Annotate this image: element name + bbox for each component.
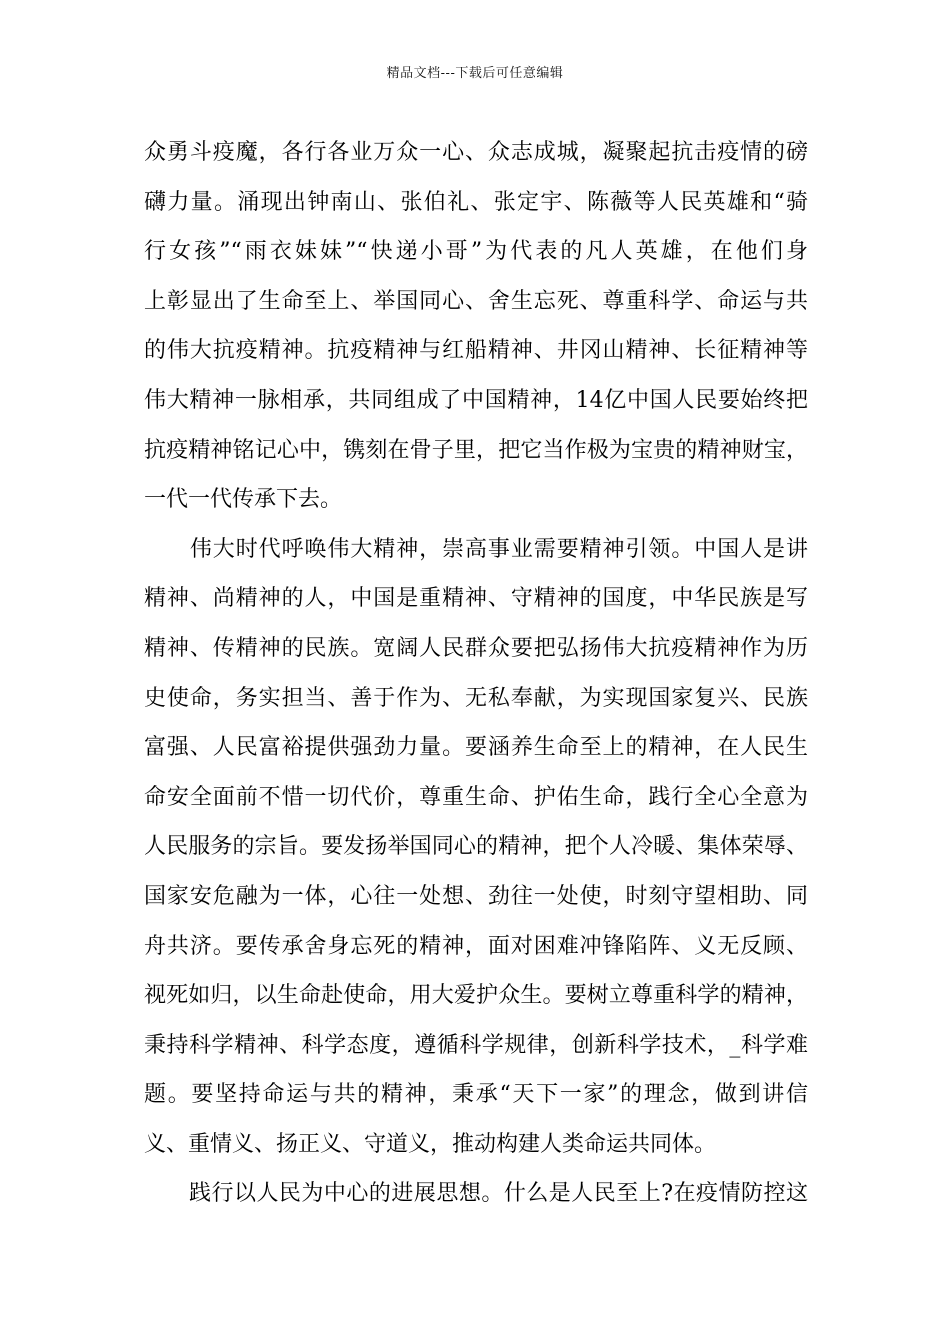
text-line: 的伟大抗疫精神。抗疫精神与红船精神、井冈山精神、长征精神等 <box>144 338 808 364</box>
text-line: 视死如归，以生命赴使命，用大爱护众生。要树立尊重科学的精神， <box>144 983 808 1009</box>
text-line: 一代一代传承下去。 <box>144 487 343 513</box>
document-body <box>144 128 808 1219</box>
text-line: 践行以人民为中心的进展思想。什么是人民至上?在疫情防控这 <box>144 1181 808 1207</box>
text-line: 众勇斗疫魔，各行各业万众一心、众志成城，凝聚起抗击疫情的磅 <box>144 140 808 165</box>
text-line: 命安全面前不惜一切代价，尊重生命、护佑生命，践行全心全意为 <box>144 784 808 810</box>
text-line: 精神、传精神的民族。宽阔人民群众要把弘扬伟大抗疫精神作为历 <box>144 635 808 661</box>
text-line: 题。要坚持命运与共的精神，秉承“天下一家”的理念，做到讲信 <box>144 1082 808 1108</box>
text-line: 伟大时代呼唤伟大精神，崇高事业需要精神引领。中国人是讲 <box>144 536 808 562</box>
text-line: 上彰显出了生命至上、举国同心、舍生忘死、尊重科学、命运与共 <box>144 288 808 314</box>
text-line: 义、重情义、扬正义、守道义，推动构建人类命运共同体。 <box>144 1131 717 1157</box>
text-line: 国家安危融为一体，心往一处想、劲往一处使，时刻守望相助、同 <box>144 883 808 909</box>
text-line: 行女孩”“雨衣妹妹”“快递小哥”为代表的凡人英雄，在他们身 <box>144 239 808 265</box>
page-header: 精品文档---下载后可任意编辑 <box>386 66 564 81</box>
text-line: 伟大精神一脉相承，共同组成了中国精神，14亿中国人民要始终把 <box>144 387 808 413</box>
text-line: 富强、人民富裕提供强劲力量。要涵养生命至上的精神，在人民生 <box>144 735 808 761</box>
text-line: 舟共济。要传承舍身忘死的精神，面对困难冲锋陷阵、义无反顾、 <box>144 933 808 959</box>
text-line: 礴力量。涌现出钟南山、张伯礼、张定宇、陈薇等人民英雄和“骑 <box>144 189 808 215</box>
text-line: 抗疫精神铭记心中，镌刻在骨子里，把它当作极为宝贵的精神财宝， <box>144 437 808 463</box>
text-line: 秉持科学精神、科学态度，遵循科学规律，创新科学技术，_科学难 <box>144 1032 808 1058</box>
text-line: 史使命，务实担当、善于作为、无私奉献，为实现国家复兴、民族 <box>144 685 808 711</box>
text-line: 人民服务的宗旨。要发扬举国同心的精神，把个人冷暖、集体荣辱、 <box>144 834 808 860</box>
text-line: 精神、尚精神的人，中国是重精神、守精神的国度，中华民族是写 <box>144 586 808 612</box>
